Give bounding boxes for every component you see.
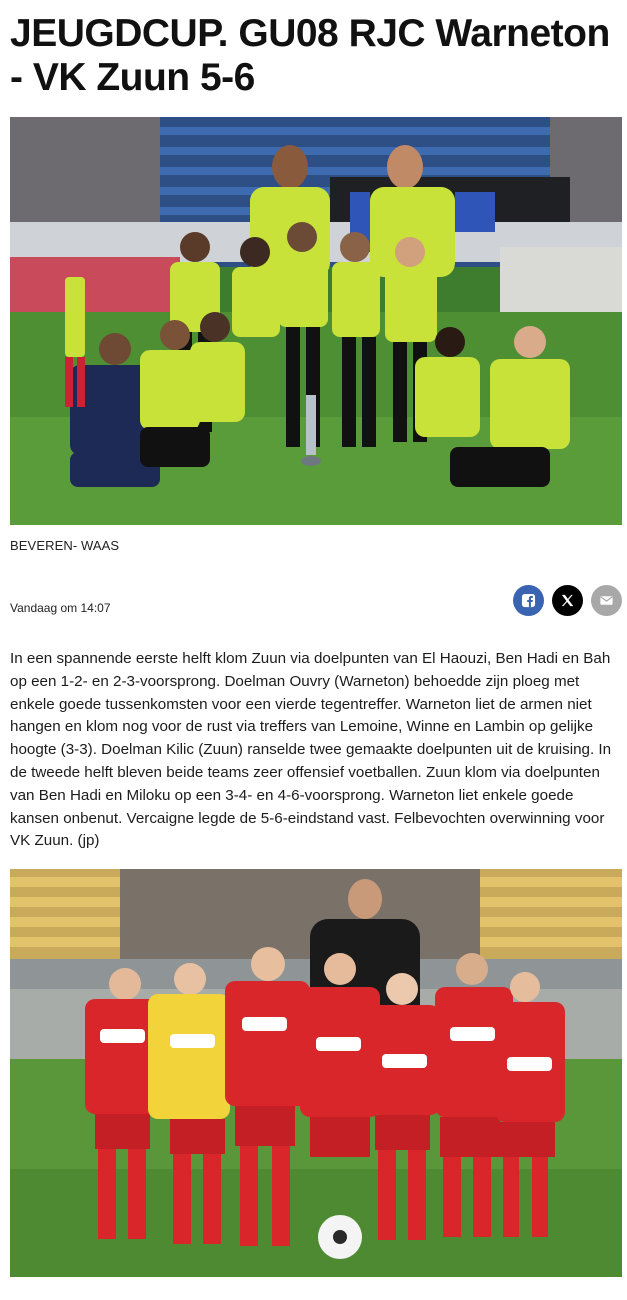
mail-icon xyxy=(599,593,614,608)
team-photo-warneton xyxy=(10,117,622,525)
share-x-button[interactable] xyxy=(552,585,583,616)
x-icon xyxy=(560,593,575,608)
team-photo-warneton-illustration xyxy=(10,117,622,525)
team-photo-zuun xyxy=(10,869,622,1277)
article-body: In een spannende eerste helft klom Zuun via doelpunten van El Haouzi, Ben Hadi en Bah op een 1-2- en 2-3-voorsprong. Doelman Ouvry (Warneton) behoedde zijn ploeg met enkele goede tussenkomsten voor een vierde tegentreffer. Warneton liet de armen niet hangen en klom nog voor de rust via treffers van Lemoine, Winne en Lambin op gelijke hoogte (3-3). Doelman Kilic (Zuun) ranselde twee gemaakte doelpunten uit de kruising. In de tweede helft bleven beide teams zeer offensief voetballen. Zuun klom via doelpunten van Ben Hadi en Miloku op een 3-4- en 4-6-voorsprong. Warneton liet enkele goede kansen onbenut. Vercaigne legde de 5-6-eindstand vast. Felbevochten overwinning voor VK Zuun. (jp) xyxy=(10,650,612,850)
article-timestamp: Vandaag om 14:07 xyxy=(10,601,111,615)
article-location: BEVEREN- WAAS xyxy=(10,538,120,553)
team-photo-zuun-illustration xyxy=(10,869,622,1277)
share-facebook-button[interactable] xyxy=(513,585,544,616)
article-title: JEUGDCUP. GU08 RJC Warneton - VK Zuun 5-6 xyxy=(10,12,610,99)
share-buttons xyxy=(513,585,622,616)
facebook-icon xyxy=(521,593,536,608)
share-mail-button[interactable] xyxy=(591,585,622,616)
